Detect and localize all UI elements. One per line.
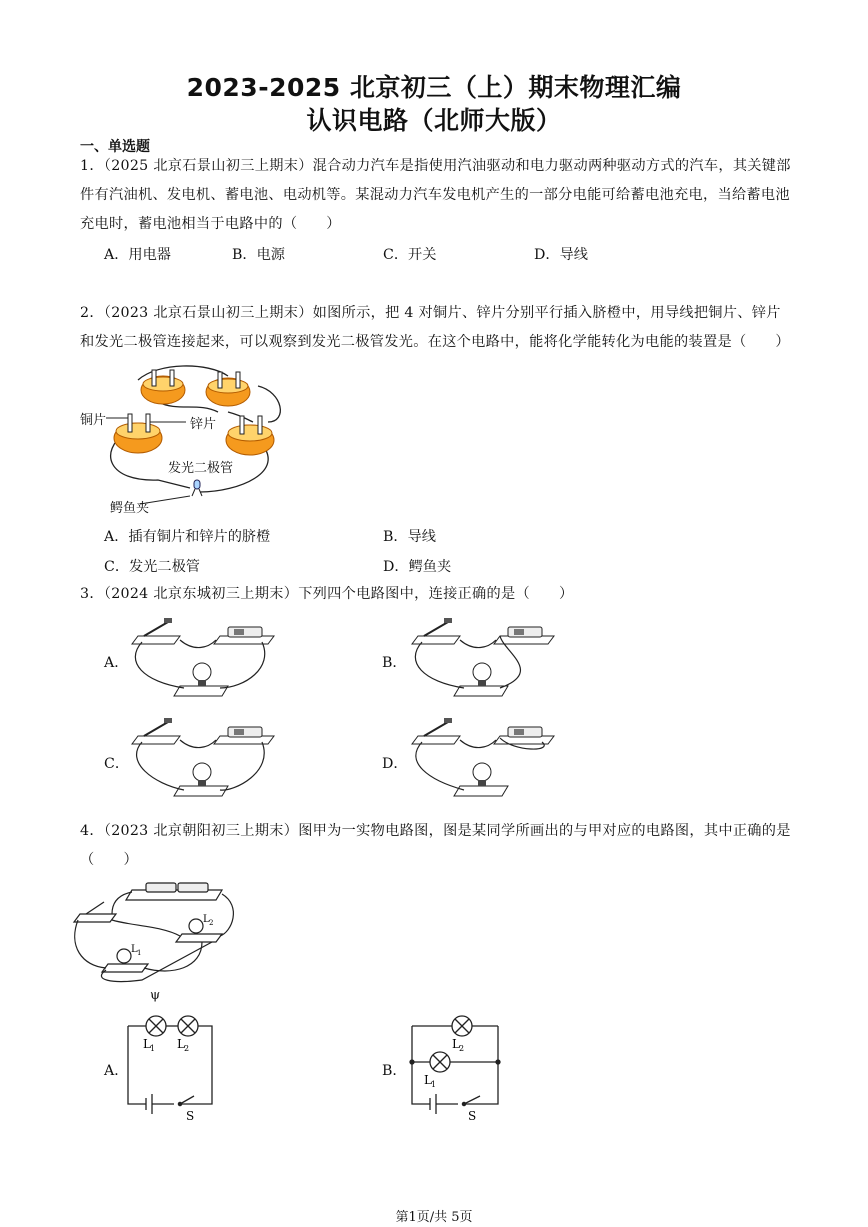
question-4-text: 4．（2023 北京朝阳初三上期末）图甲为一实物电路图，图是某同学所画出的与甲对应的电路图，其中正确的是（ ） <box>80 823 791 868</box>
svg-text:2: 2 <box>459 1044 465 1053</box>
page-title-line2: 认识电路（北师大版） <box>306 106 562 135</box>
q3-option-b: B． <box>382 655 407 671</box>
q3-circuit-c <box>124 712 280 808</box>
svg-text:2: 2 <box>209 919 214 927</box>
q1-option-c: C．开关 <box>383 247 437 263</box>
svg-text:L: L <box>143 1037 151 1051</box>
question-1-text: 1．（2025 北京石景山初三上期末）混合动力汽车是指使用汽油驱动和电力驱动两种驱动方式的汽车，其关键部件有汽油机、发电机、蓄电池、电动机等。某混动力汽车发电机产生的一部分电能可给蓄电池充电，当给蓄电池充电时，蓄电池相当于电路中的（ ） <box>80 158 791 232</box>
q4-figure-mark: ψ <box>150 988 161 1003</box>
section-heading: 一、单选题 <box>80 139 150 155</box>
q1-option-a: A．用电器 <box>104 247 171 263</box>
q1-option-b: B．电源 <box>232 247 285 263</box>
q3-option-c: C． <box>104 756 130 772</box>
q2-option-d: D．鳄鱼夹 <box>383 559 452 575</box>
label-zinc: 锌片 <box>190 417 217 432</box>
page-title-line1: 2023-2025 北京初三（上）期末物理汇编 <box>186 73 682 102</box>
svg-text:1: 1 <box>137 949 142 957</box>
svg-text:1: 1 <box>150 1044 156 1053</box>
q3-option-d: D． <box>382 756 408 772</box>
q4-circuit-diagram-a <box>120 1008 220 1124</box>
svg-text:2: 2 <box>184 1044 190 1053</box>
q4-option-b: B． <box>382 1063 407 1079</box>
question-3-text: 3．（2024 北京东城初三上期末）下列四个电路图中，连接正确的是（ ） <box>80 586 574 602</box>
q3-circuit-b <box>404 612 560 708</box>
label-led: 发光二极管 <box>168 461 234 476</box>
page-footer: 第1页/共 5页 <box>395 1210 473 1225</box>
q3-circuit-a <box>124 612 280 708</box>
q4-option-a: A． <box>104 1063 129 1079</box>
svg-text:S: S <box>468 1109 477 1123</box>
label-copper: 铜片 <box>80 413 107 428</box>
q3-circuit-d <box>404 712 560 808</box>
q2-option-b: B．导线 <box>383 529 436 545</box>
q4-real-circuit-figure <box>72 876 238 986</box>
question-2-text: 2．（2023 北京石景山初三上期末）如图所示，把 4 对铜片、锌片分别平行插入脐橙中，用导线把铜片、锌片和发光二极管连接起来，可以观察到发光二极管发光。在这个电路中，能将化学能转化为电能的装置是（ ） <box>80 305 790 350</box>
svg-text:L: L <box>131 944 138 955</box>
svg-text:S: S <box>186 1109 195 1123</box>
q4-circuit-diagram-b <box>404 1008 508 1124</box>
q2-option-a: A．插有铜片和锌片的脐橙 <box>104 529 271 545</box>
svg-text:1: 1 <box>431 1080 437 1089</box>
label-clip: 鳄鱼夹 <box>110 501 150 516</box>
svg-text:L: L <box>203 914 210 925</box>
svg-text:L: L <box>424 1073 432 1087</box>
svg-text:L: L <box>177 1037 185 1051</box>
q2-option-c: C．发光二极管 <box>104 559 200 575</box>
q3-option-a: A． <box>104 655 129 671</box>
svg-text:L: L <box>452 1037 460 1051</box>
q1-option-d: D．导线 <box>534 247 588 263</box>
